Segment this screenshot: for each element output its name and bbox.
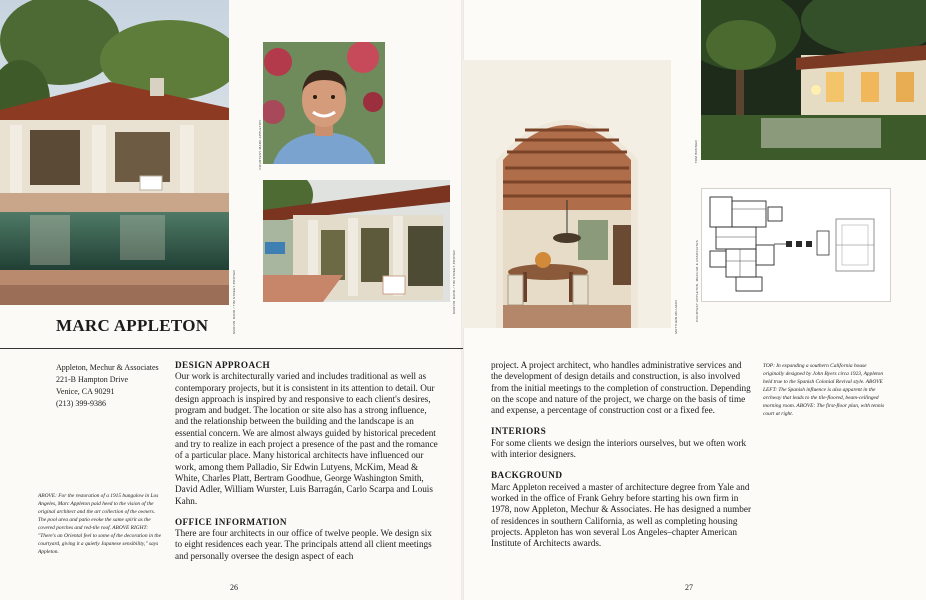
text-column-right — [491, 360, 751, 549]
office-information-text: There are four architects in our office of twelve people. We design six to eight residences each year. The principals attend all client meetings and personally oversee the design aspect of each — [175, 528, 432, 561]
page-number-right: 27 — [685, 583, 693, 592]
title-rule — [0, 348, 463, 349]
background-text: Marc Appleton received a master of architecture degree from Yale and worked in the office of Frank Gehry before starting his own firm in 1978, now Appleton, Mechur & Associates. He has designed a number of residences in southern California, as well as completing housing projects. Appleton has won several Los Angeles–chapter American Institute of Architects awards. — [491, 481, 752, 549]
interiors-text: For some clients we design the interiors ourselves, but we often work with interior designers. — [491, 437, 747, 460]
continued-text: project. A project architect, who handles administrative services and the development of design details and construction, is also involved from the initial meetings to the completion of construction. Depending on the scope and nature of the project, we charge on the basis of time and expense, a percentage of construction cost or a fixed fee. — [491, 360, 751, 416]
photo-credit: COURTESY APPLETON, MECHUR & ASSOCIATES — [695, 240, 699, 322]
city-state-zip: Venice, CA 90291 — [56, 387, 115, 396]
address-block — [56, 362, 166, 410]
courtyard-photo — [263, 180, 450, 302]
photo-credit: MARVIN RAND / TIM STREET-PORTER — [232, 270, 236, 334]
section-heading-office-information: OFFICE INFORMATION — [175, 516, 287, 527]
section-heading-interiors: INTERIORS — [491, 426, 547, 437]
text-column-left — [175, 360, 440, 562]
photo-credit: MARVIN RAND / TIM STREET-PORTER — [452, 250, 456, 314]
photo-credit: MATTHEW MILLMAN — [674, 300, 678, 334]
street-address: 221-B Hampton Drive — [56, 375, 128, 384]
photo-caption-left: ABOVE: For the restoration of a 1915 bungalow in Los Angeles, Marc Appleton paid heed to the vision of the original architect and the art collection of the owners. The pool area and patio evoke the same spirit as the covered porches and red-tile roof. ABOVE RIGHT: "There's an Oriental feel to some of the decoration in the courtyard, giving it a quietly Japanese sensibility," says Appleton. — [38, 493, 161, 555]
section-heading-background: BACKGROUND — [491, 470, 563, 481]
phone-number: (213) 399-9386 — [56, 399, 106, 408]
photo-credit: COURTESY MARC APPLETON — [258, 120, 262, 170]
floor-plan-drawing — [701, 188, 891, 302]
photo-caption-right: TOP: In expanding a southern California house originally designed by John Byers circa 1923, Appleton held true to the Spanish Colonial Revival style. ABOVE LEFT: The Spanish influence is also apparent in the archway that leads to the tile-floored, beam-ceilinged morning room. ABOVE: The first-floor plan, with tennis court at right. — [763, 363, 885, 417]
portrait-photo — [263, 42, 385, 164]
archway-morning-room-photo — [463, 60, 671, 328]
section-heading-design-approach: DESIGN APPROACH — [175, 360, 271, 370]
firm-name: Appleton, Mechur & Associates — [56, 363, 159, 372]
architect-name-heading: MARC APPLETON — [56, 316, 209, 335]
photo-credit: TOM BONNER — [694, 140, 698, 164]
bungalow-pool-photo — [0, 0, 229, 305]
garden-courtyard-photo — [701, 0, 926, 160]
page-number-left: 26 — [230, 583, 238, 592]
design-approach-text: Our work is architecturally varied and includes traditional as well as contemporary projects, but it is consistent in its attention to detail. Our design approach is inspired by and responsive to each client's desires, program and budget. The location or site also has a strong influence, and the relationship between the building and the landscape is an essential concern. We are almost always guided by historical precedent and try to realize in each project a presence of the past and the romance of a particular place. Many historical architects have influenced our work, among them Palladio, Sir Edwin Lutyens, McKim, Mead & White, Charles Platt, Bertram Goodhue, George Washington Smith, David Adler, William Wurster, Luis Barragán, Carlo Scarpa and Louis Kahn. — [175, 371, 438, 506]
